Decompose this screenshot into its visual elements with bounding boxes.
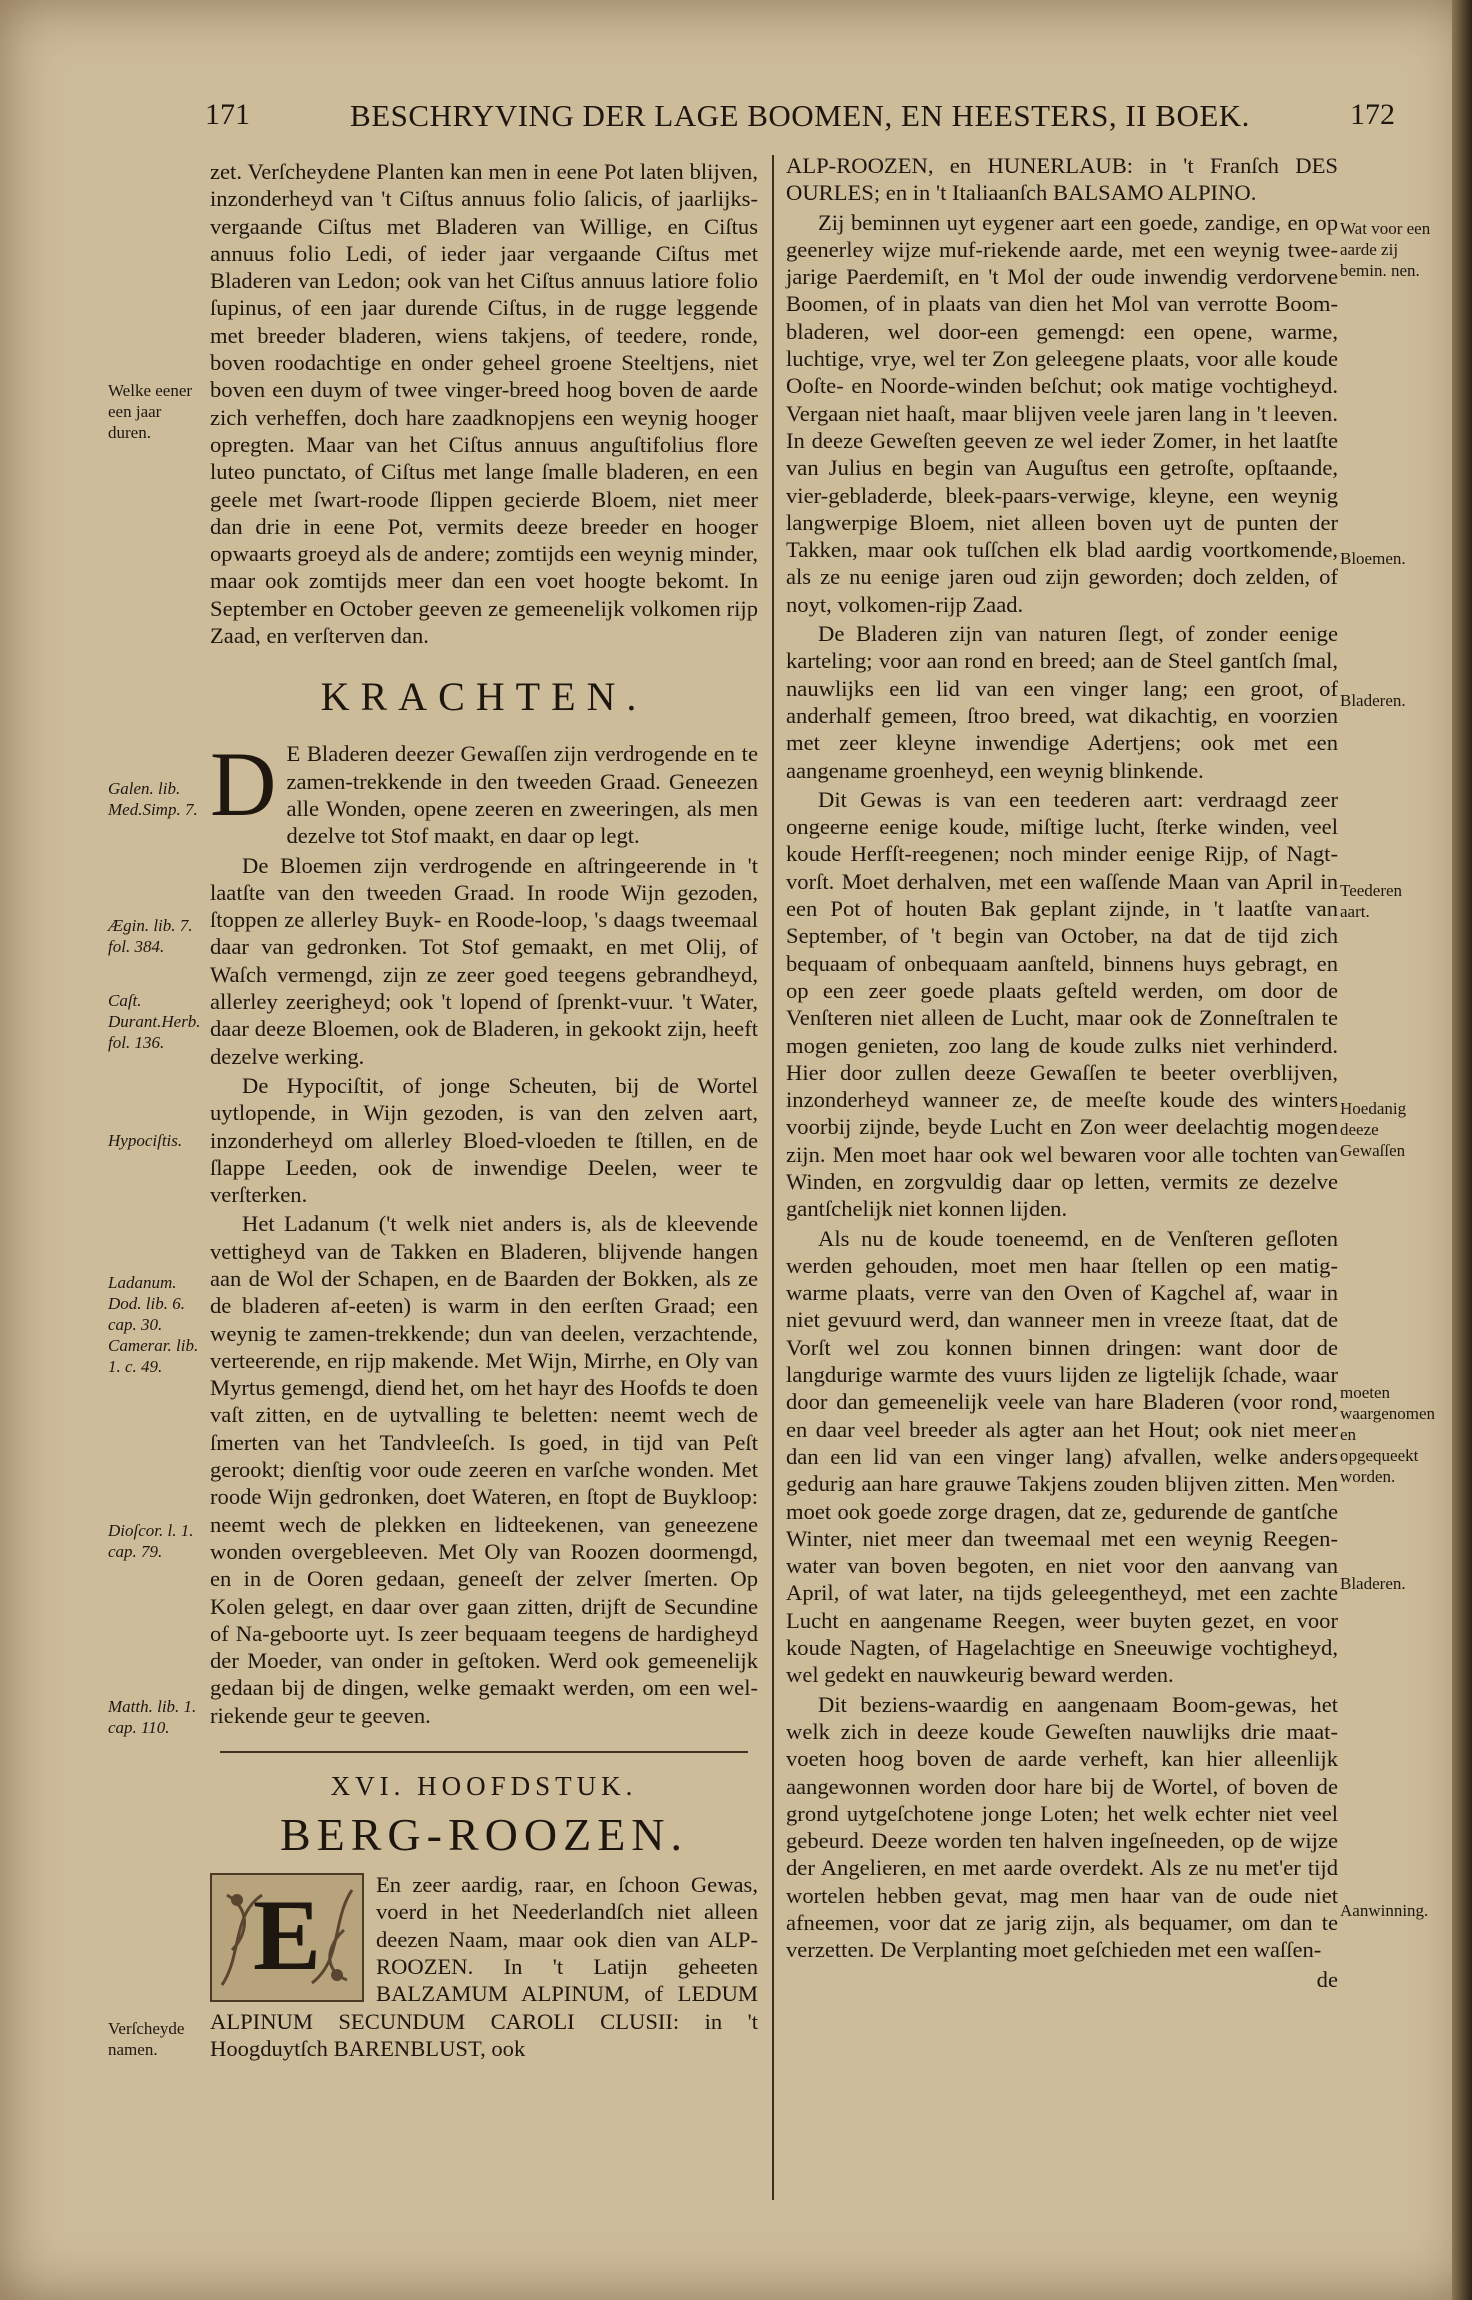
- margin-note-left-6: Ladanum. Dod. lib. 6. cap. 30. Camerar. lib. 1. c. 49.: [108, 1273, 199, 1376]
- margin-note-right-6: moeten waargenomen en opgequeekt worden.: [1340, 1383, 1436, 1486]
- margin-note-left-5: Hypociſtis.: [108, 1131, 183, 1150]
- chapter-opening: [210, 1871, 758, 2062]
- tender-nature-paragraph: Dit Gewas is van een teederen aart: verdraagd zeer ongeerne eenige koude, miſtige lucht, ſterke winden, veel koude Herfſt-reegenen; noch minder eenige Rijp, of Nagt-vorſt. Moet derhalven, met een waſſende Maan van April in een Pot of houten Bak geplant zijnde, in 't laatſte van September, of 't begin van October, na dat de tijd zich bequaam of onbequaam aanſteld, binnens huys gebragt, en op een zeer goede plaats geſteld werden, om door de Venſteren niet alleen de Lucht, maar ook de Zonneſtralen te mogen genieten, zoo lang de koude zulks niet verhinderd. Hier door zullen deeze Gewaſſen te beeter overblijven, inzonderheyd wanneer ze, de meeſte koude des winters voorbij zijnde, beyde Lucht en Zon weer deelachtig mogen zijn. Men moet haar ook wel bewaren voor alle tochten van Winden, en zorgvuldig daar op letten, vermits ze dezelve gantſchelijk niet konnen lijden.: [786, 786, 1338, 1222]
- chapter-opening-paragraph: En zeer aardig, raar, en ſchoon Gewas, voerd in het Neederlandſch niet alleen deezen Naam, maar ook dien van ALP-ROOZEN. In 't Latijn geheeten BALZAMUM ALPINUM, of LEDUM ALPINUM SECUNDUM CAROLI CLUSII: in 't Hoogduytſch BARENBLUST, ook: [210, 1872, 758, 2061]
- margin-note-left-8: Matth. lib. 1. cap. 110.: [108, 1697, 197, 1737]
- margin-note-right-2: Bloemen.: [1340, 549, 1406, 568]
- ornamental-initial: [210, 1873, 364, 2002]
- margin-note-left-9: Verſcheyde namen.: [108, 2019, 185, 2059]
- column-divider: [772, 155, 774, 2200]
- hypocistis-paragraph: De Hypociſtit, of jonge Scheuten, bij de Wortel uytlopende, in Wijn gezoden, is van den zelven aart, inzonderheyd om allerley Bloed-vloeden te ſtillen, en de ſlappe Leeden, ook de inwendige Deelen, weer te verſterken.: [210, 1072, 758, 1208]
- intro-paragraph: zet. Verſcheydene Planten kan men in eene Pot laten blijven, inzonderheyd van 't Ciſtus annuus folio ſalicis, of jaarlijks-vergaande Ciſtus met Bladeren van Willige, en Ciſtus annuus folio Ledi, of ieder jaar vergaande Ciſtus met Bladeren van Ledon; ook van het Ciſtus annuus latiore folio ſupinus, of een jaar durende Ciſtus, in de rugge leggende met breeder bladeren, wiens takjens, of teedere, ronde, boven roodachtige en onder geheel groene Steeltjens, niet boven een duym of twee vinger-breed hoog boven de aarde zich verheffen, doch hare zaadknopjens een weynig hooger opregten. Maar van het Ciſtus annuus anguſtifolius flore luteo punctato, of Ciſtus met lange ſmalle bladeren, en een geele met ſwart-roode ſlippen gecierde Bloem, niet meer dan drie in eene Pot, vermits deeze breeder en hooger opwaarts groeyd als de andere; zomtijds een weynig minder, maar ook zomtijds meer dan een voet hoogte bekomt. In September en October geeven ze gemeenelijk volkomen rijp Zaad, en verſterven dan.: [210, 159, 758, 649]
- margin-note-right-8: Aanwinning.: [1340, 1901, 1429, 1920]
- krachten-heading: KRACHTEN.: [320, 674, 648, 720]
- drop-cap-letter: D: [210, 733, 277, 836]
- margin-note-left-4: Caſt. Durant.Herb. fol. 136.: [108, 991, 201, 1052]
- left-column: [210, 158, 758, 2064]
- krachten-paragraph-1: E Bladeren deezer Gewaſſen zijn verdrogende en te zamen-trekkende in den tweeden Graad. Geneezen alle Wonden, opene zeeren en zweeringen, als men dezelve tot Stof maakt, en daar op legt.: [286, 741, 758, 849]
- book-spine: [1452, 0, 1472, 2300]
- winter-care-paragraph: Als nu de koude toeneemd, en de Venſteren geſloten werden gehouden, moet men haar ſtellen op een matig-warme plaats, verre van den Oven of Kagchel af, waar in niet gevuurd werd, dan wanneer men in vreeze ſtaat, dat de Vorſt wel zou konnen binnen dringen: want door de langdurige warmte des vuurs lijden ze ligtelijk ſchade, waar door dan gemeenelijk veele van hare Bladeren (voor rond, en daar veel breeder als agter aan het Hout; ook niet meer dan een lid van een vinger lang) afvallen, welke anders gedurig aan hare grauwe Takjens zouden blijven zitten. Men moet ook goede zorge dragen, dat ze, gedurende de gantſche Winter, niet meer dan tweemaal met een weynig Reegen-water van boven begoten, en niet voor den aanvang van April, of wat later, na tijds geleegentheyd, met een zachte Lucht en aangename Reegen, weer buyten gezet, en voor koude Nagten, of Hagelachtige en Sneeuwige vochtigheyd, wel gedekt en nauwkeurig beward werden.: [786, 1225, 1338, 1688]
- page-number-left: 171: [205, 98, 250, 131]
- margin-note-right-1: Wat voor een aarde zij bemin. nen.: [1340, 219, 1431, 280]
- section-rule: [220, 1751, 748, 1753]
- right-column: [786, 152, 1338, 1995]
- margin-note-left-2: Galen. lib. Med.Simp. 7.: [108, 779, 198, 819]
- page-number-right: 172: [1350, 98, 1395, 131]
- krachten-first-paragraph: [210, 733, 758, 849]
- chapter-title: BERG-ROOZEN.: [279, 1809, 689, 1861]
- propagation-paragraph: Dit beziens-waardig en aangenaam Boom-gewas, het welk zich in deeze koude Geweſten nauwlijks drie maat-voeten hoog boven de aarde verheft, kan hier alleenlijk aangewonnen worden door hare bij de Wortel, of boven de grond uytgeſchotene jonge Loten; het welk echter niet veel gebeurd. Deeze worden ten halven ingeſneeden, op de wijze der Angelieren, en met aarde overdekt. Als ze nu met'er tijd wortelen hebben gevat, mag men haar van de oude niet afneemen, voor dat ze jarig zijn, als bequamer, om dan te verzetten. De Verplanting moet geſchieden met een waſſen-: [786, 1691, 1338, 1963]
- soil-paragraph: Zij beminnen uyt eygener aart een goede, zandige, en op geenerley wijze muf-riekende aarde, met een weynig twee-jarige Paerdemiſt, en 't Mol der oude inwendig verdorvene Boomen, of in plaats van dien het Mol van verrotte Boom-bladeren, wel door-een gemengd: een opene, warme, luchtige, vrye, wel ter Zon geleegene plaats, voor alle koude Ooſte- en Noorde-winden beſchut; ook matige vochtigheyd. Vergaan niet haaſt, maar blijven veele jaren lang in 't leeven. In deeze Geweſten geeven ze wel ieder Zomer, in het laatſte van Julius en begin van Auguſtus een getroſte, opſtaande, vier-gebladerde, bleek-paars-verwige, kleyne, een weynig langwerpige Bloem, niet alleen boven uyt de punten der Takken, maar ook tuſſchen elk blad aardig voortkomende, als ze nu eenige jaren oud zijn geworden; doch zelden, of noyt, volkomen-rijp Zaad.: [786, 209, 1338, 617]
- margin-note-left-1: Welke eener een jaar duren.: [108, 381, 193, 442]
- bloemen-paragraph: De Bloemen zijn verdrogende en aſtringeerende in 't laatſte van den tweeden Graad. In roode Wijn gezoden, ſtoppen ze allerley Buyk- en Roode-loop, 's daags tweemaal daar van gedronken. Tot Stof gemaakt, en met Olij, of Waſch vermengd, zijn ze zeer goed teegens gebrandheyd, allerley zeerigheyd; ook 't lopend of ſprenkt-vuur. 't Water, daar deeze Bloemen, ook de Bladeren, in gekookt zijn, heeft dezelve werking.: [210, 852, 758, 1069]
- margin-note-left-3: Ægin. lib. 7. fol. 384.: [108, 916, 193, 956]
- margin-note-left-7: Dioſcor. l. 1. cap. 79.: [108, 1521, 194, 1561]
- margin-note-right-5: Hoedanig deeze Gewaſſen: [1340, 1099, 1407, 1160]
- names-paragraph: ALP-ROOZEN, en HUNERLAUB: in 't Franſch DES OURLES; en in 't Italiaanſch BALSAMO ALPINO.: [786, 153, 1338, 206]
- leaves-paragraph: De Bladeren zijn van naturen ſlegt, of zonder eenige karteling; voor aan rond en breed; aan de Steel gantſch ſmal, nauwlijks een lid van een vinger lang; een groot, of anderhalf gemeen, ſtroo breed, wat dikachtig, en voorzien met zeer kleyne inwendige Adertjens; ook met een aangename groenheyd, een weynig blinkende.: [786, 621, 1338, 783]
- catchword: de: [1316, 1966, 1338, 1992]
- running-title: BESCHRYVING DER LAGE BOOMEN, EN HEESTERS, II BOEK.: [350, 98, 1250, 133]
- ornamental-initial-letter: E: [252, 1879, 322, 1993]
- chapter-number: XVI. HOOFDSTUK.: [330, 1771, 638, 1802]
- ladanum-paragraph: Het Ladanum ('t welk niet anders is, als de kleevende vettigheyd van de Takken en Bladeren, blijvende hangen aan de Wol der Schapen, en de Baarden der Bokken, als ze de bladeren af-eeten) is warm in den eerſten Graad; een weynig te zamen-trekkende; dun van deelen, verzachtende, verteerende, en rijp makende. Met Wijn, Mirrhe, en Oly van Myrtus gemengd, diend het, om het hayr des Hoofds te doen vaſt zitten, en de uytvalling te beletten: neemt wech de ſmerten van het Tandvleeſch. Is goed, in tijd van Peſt gerookt; dienſtig voor oude zeeren en varſche wonden. Met roode Wijn gedronken, doet Wateren, en ſtopt de Buykloop: neemt wech de plekken en lidteekenen, van geneezene wonden overgebleeven. Met Oly van Roozen doormengd, en in de Ooren gedaan, geneeſt der zelver ſmerten. Op Kolen gelegt, en daar over gaan zitten, drijft de Secundine of Na-geboorte uyt. Is zeer bequaam teegens de hardigheyd der Moeder, van onder in geſtoken. Werd ook gemeenelijk gedaan bij de dingen, welke gemaakt werden, om een wel-riekende geur te geeven.: [210, 1211, 758, 1728]
- margin-note-right-7: Bladeren.: [1340, 1574, 1406, 1593]
- running-header: [205, 98, 1395, 148]
- margin-note-right-3: Bladeren.: [1340, 691, 1406, 710]
- margin-note-right-4: Teederen aart.: [1340, 881, 1403, 921]
